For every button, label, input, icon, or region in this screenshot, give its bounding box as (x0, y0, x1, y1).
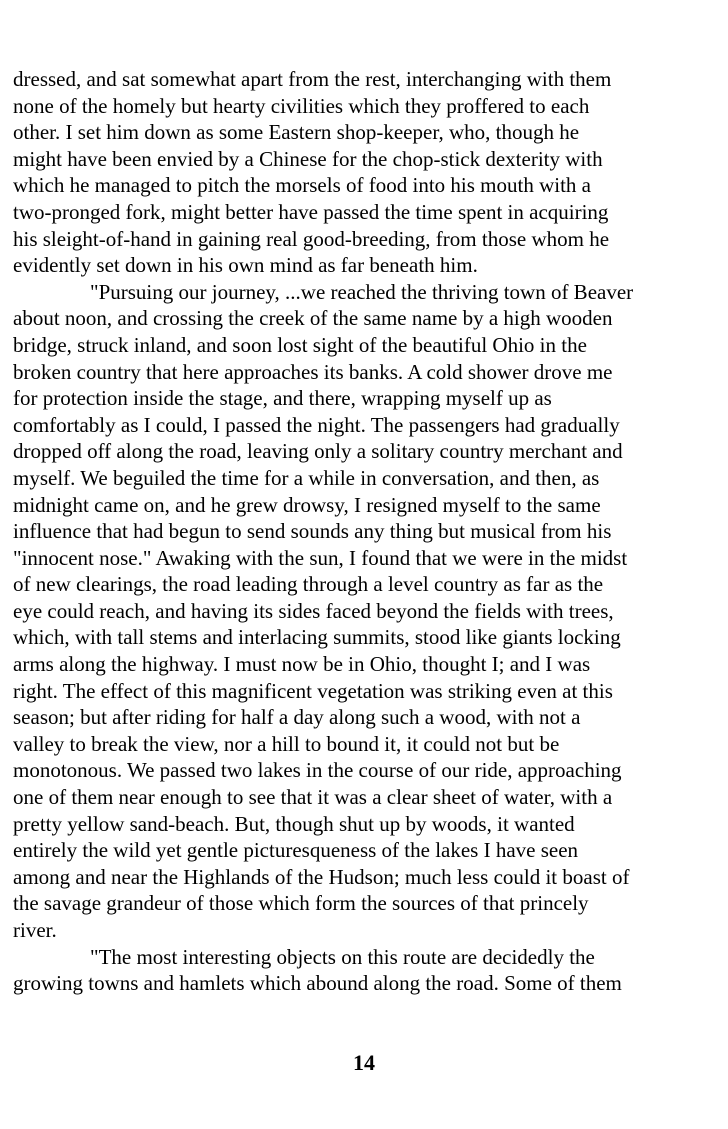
text-line: one of them near enough to see that it was a clear sheet of water, with a (13, 785, 613, 810)
text-line: river. (13, 918, 57, 942)
text-line: right. The effect of this magnificent vegetation was striking even at this (13, 678, 613, 703)
paragraph-start-line: "Pursuing our journey, ...we reached the thriving town of Beaver (90, 279, 634, 304)
body-text (13, 66, 719, 997)
text-line: for protection inside the stage, and there, wrapping myself up as (13, 386, 552, 411)
text-line: myself. We beguiled the time for a while in conversation, and then, as (13, 465, 600, 490)
text-line: which he managed to pitch the morsels of food into his mouth with a (13, 173, 591, 198)
text-line: growing towns and hamlets which abound along the road. Some of them (13, 971, 622, 996)
text-line: valley to break the view, nor a hill to bound it, it could not but be (13, 731, 560, 756)
text-line: of new clearings, the road leading through a level country as far as the (13, 572, 604, 597)
text-line: eye could reach, and having its sides faced beyond the fields with trees, (13, 598, 614, 623)
text-line: influence that had begun to send sounds any thing but musical from his (13, 519, 612, 544)
text-line: entirely the wild yet gentle picturesqueness of the lakes I have seen (13, 838, 579, 863)
text-line: broken country that here approaches its banks. A cold shower drove me (13, 359, 613, 384)
text-line: the savage grandeur of those which form the sources of that princely (13, 891, 589, 916)
text-line: which, with tall stems and interlacing summits, stood like giants locking (13, 625, 621, 650)
text-line: dressed, and sat somewhat apart from the rest, interchanging with them (13, 67, 612, 91)
paragraph-start-line: "The most interesting objects on this route are decidedly the (90, 944, 595, 969)
text-line: among and near the Highlands of the Hudson; much less could it boast of (13, 864, 630, 889)
text-line: pretty yellow sand-beach. But, though shut up by woods, it wanted (13, 811, 575, 836)
text-line: midnight came on, and he grew drowsy, I resigned myself to the same (13, 492, 601, 517)
text-line: other. I set him down as some Eastern shop-keeper, who, though he (13, 120, 580, 145)
text-line: arms along the highway. I must now be in Ohio, thought I; and I was (13, 652, 591, 677)
text-line: dropped off along the road, leaving only a solitary country merchant and (13, 439, 623, 464)
text-line: monotonous. We passed two lakes in the course of our ride, approaching (13, 758, 622, 783)
text-line: might have been envied by a Chinese for the chop-stick dexterity with (13, 146, 603, 171)
text-line: about noon, and crossing the creek of the same name by a high wooden (13, 306, 613, 331)
text-line: his sleight-of-hand in gaining real good-breeding, from those whom he (13, 226, 610, 251)
text-line: two-pronged fork, might better have passed the time spent in acquiring (13, 199, 609, 224)
text-line: bridge, struck inland, and soon lost sight of the beautiful Ohio in the (13, 332, 587, 357)
page-number: 14 (353, 1050, 375, 1075)
text-line: "innocent nose." Awaking with the sun, I found that we were in the midst (13, 545, 628, 570)
text-line: season; but after riding for half a day along such a wood, with not a (13, 705, 581, 730)
text-line: comfortably as I could, I passed the night. The passengers had gradually (13, 412, 620, 437)
text-line: none of the homely but hearty civilities which they proffered to each (13, 93, 590, 118)
text-line: evidently set down in his own mind as far beneath him. (13, 253, 478, 278)
